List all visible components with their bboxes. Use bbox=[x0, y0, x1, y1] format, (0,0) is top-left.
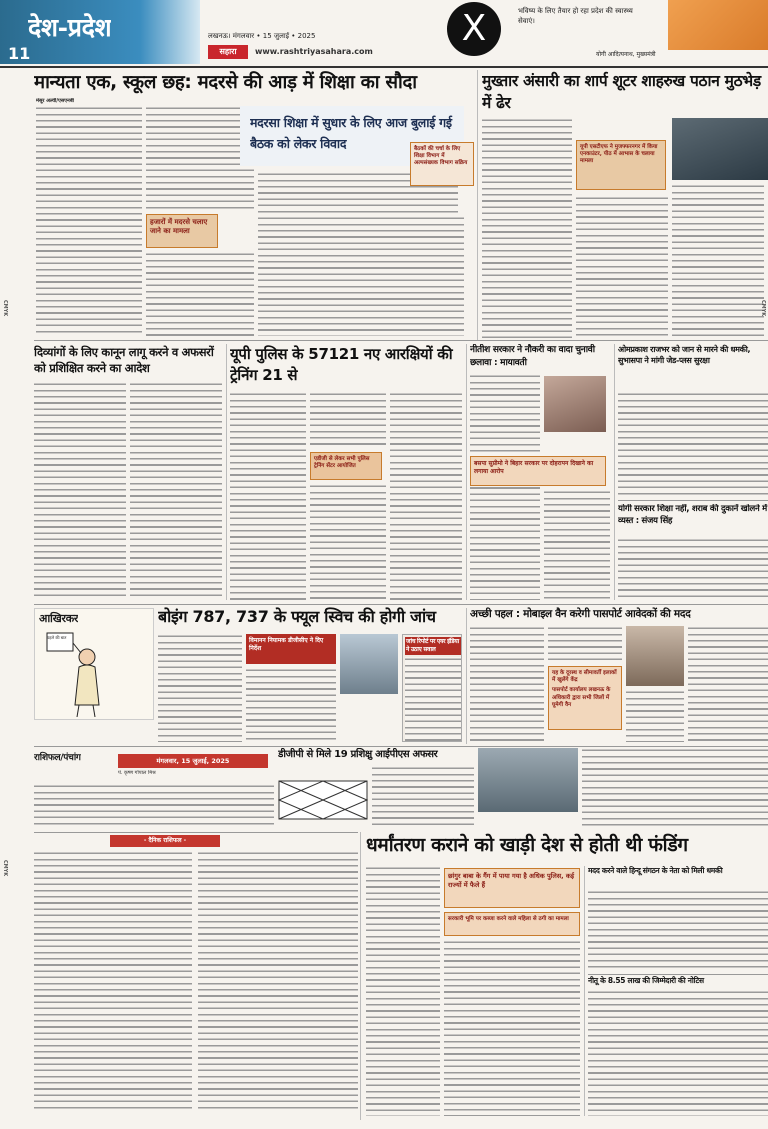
conversion-side-col bbox=[588, 890, 768, 972]
mukhtar-col-1 bbox=[482, 118, 572, 338]
page-number: 11 bbox=[8, 44, 31, 63]
passport-col-4 bbox=[626, 690, 684, 742]
boeing-photo bbox=[340, 634, 398, 694]
panchang-text bbox=[34, 784, 274, 828]
conversion-headline: धर्मांतरण कराने को खाड़ी देश से होती थी फंडिंग bbox=[366, 834, 688, 856]
lead-headline: मान्यता एक, स्कूल छह: मदरसे की आड़ में शिक्षा का सौदा bbox=[34, 72, 417, 93]
passport-photo bbox=[626, 626, 684, 686]
om-col bbox=[618, 392, 768, 498]
horoscope-box-title: - दैनिक राशिफल - bbox=[110, 835, 220, 847]
police-col-3 bbox=[390, 392, 462, 600]
mayawati-callout-box bbox=[470, 456, 606, 486]
police-col-1 bbox=[230, 392, 306, 600]
ips-photo bbox=[478, 748, 578, 812]
passport-callout: यह के दूरस्थ व सीमावर्ती इलाकों में खुलेंगे केंद्र bbox=[552, 670, 617, 684]
lead-callout: हजारों में मदरसे चलाए जाने का मामला bbox=[150, 218, 208, 235]
conversion-callout-2: सरकारी भूमि पर कब्जा करने वाले महिला से ठगी का मामला bbox=[448, 916, 569, 922]
lead-col-1 bbox=[36, 106, 142, 336]
conversion-col-2 bbox=[444, 940, 580, 1116]
date-line: लखनऊ। मंगलवार • 15 जुलाई • 2025 bbox=[208, 32, 316, 40]
passport-headline: अच्छी पहल : मोबाइल वैन करेगी पासपोर्ट आवेदकों की मदद bbox=[470, 608, 691, 620]
rule bbox=[618, 500, 768, 501]
rule-2 bbox=[34, 604, 768, 605]
passport-col-1 bbox=[470, 626, 544, 742]
lead-pullquote-box bbox=[410, 142, 474, 186]
mukhtar-col-3 bbox=[672, 184, 764, 338]
masthead bbox=[0, 0, 768, 66]
ips-headline: डीजीपी से मिले 19 प्रशिक्षु आईपीएस अफसर bbox=[278, 749, 438, 760]
training-headline: दिव्यांगों के लिए कानून लागू करने व अफसरों को प्रशिक्षित करने का आदेश bbox=[34, 345, 214, 375]
horoscope-date: मंगलवार, 15 जुलाई, 2025 bbox=[118, 754, 268, 768]
boeing-inset-headline: जांच रिपोर्ट पर एयर इंडिया ने उठाए सवाल bbox=[405, 637, 461, 655]
mayawati-col bbox=[470, 374, 540, 600]
divider bbox=[584, 866, 585, 1116]
website-url[interactable]: www.rashtriyasahara.com bbox=[255, 47, 373, 56]
divider bbox=[477, 70, 478, 340]
lead-sub-headline: मदरसा शिक्षा में सुधार के लिए आज बुलाई गई बैठक को लेकर विवाद bbox=[250, 115, 452, 151]
zodiac-wheel bbox=[278, 780, 368, 820]
divider bbox=[614, 344, 615, 600]
divider bbox=[226, 344, 227, 600]
boeing-inset bbox=[402, 634, 462, 742]
print-mark-left-2: CMYK bbox=[2, 860, 8, 877]
section-title: देश-प्रदेश bbox=[28, 13, 112, 42]
ips-col-2 bbox=[582, 748, 768, 828]
horoscope-author: पं. कृष्ण गोपाल मिश्र bbox=[118, 770, 156, 776]
mayawati-photo bbox=[544, 376, 606, 432]
lead-pull-quote: बैठकों की चर्चा के लिए शिक्षा विभाग में अल्पसंख्यक विभाग सक्रिय bbox=[414, 146, 468, 166]
lead-byline: मंसूर अल्वी/एसएनबी bbox=[36, 98, 74, 104]
horoscope-col-2 bbox=[198, 851, 358, 1113]
mayawati-callout: बसपा सुप्रीमो ने बिहार सरकार पर दोहरापन दिखाने का लगाया आरोप bbox=[474, 460, 594, 475]
training-col-2 bbox=[130, 382, 222, 600]
boeing-col-1 bbox=[158, 634, 242, 742]
conversion-callout: छांगुर बाबा के गैंग में पाया गया है अधिक पुलिस, कई राज्यों में फैले हैं bbox=[448, 872, 575, 889]
lead-col-2 bbox=[146, 106, 254, 210]
lead-col-2b bbox=[146, 252, 254, 336]
conversion-col-1 bbox=[366, 866, 440, 1116]
cartoon-drawing bbox=[43, 631, 113, 717]
passport-callout-box bbox=[548, 666, 622, 730]
lead-callout-box bbox=[146, 214, 218, 248]
cartoon-panel bbox=[34, 608, 154, 720]
yogi-col bbox=[618, 538, 768, 600]
rule-3 bbox=[34, 746, 768, 747]
police-col-2 bbox=[310, 392, 386, 448]
divider bbox=[360, 832, 361, 1120]
horoscope-col-1 bbox=[34, 851, 192, 1113]
mukhtar-headline: मुख्तार अंसारी का शार्प शूटर शाहरुख पठान मुठभेड़ में ढेर bbox=[482, 72, 761, 112]
boeing-headline: बोइंग 787, 737 के फ्यूल स्विच की होगी जांच bbox=[158, 607, 436, 626]
ips-col-1 bbox=[372, 766, 474, 828]
boeing-callout: विमानन नियामक डीजीसीए ने दिए निर्देश bbox=[249, 637, 324, 652]
divider bbox=[466, 608, 467, 744]
mukhtar-callout-box bbox=[576, 140, 666, 190]
mukhtar-col-2 bbox=[576, 196, 668, 338]
boeing-col-2 bbox=[246, 668, 336, 742]
cm-quote: भविष्य के लिए तैयार हो रहा प्रदेश की स्वास्थ्य सेवाएं। bbox=[518, 7, 633, 25]
cartoon-note: पहले की बात bbox=[47, 635, 67, 640]
conversion-side-col-2 bbox=[588, 990, 768, 1116]
conversion-callout-box bbox=[444, 868, 580, 908]
passport-col-3 bbox=[688, 626, 768, 742]
horoscope-daily-box bbox=[34, 832, 358, 1114]
conversion-callout-2-box bbox=[444, 912, 580, 936]
conversion-side-headline: मदद करने वाले हिन्दू संगठन के नेता को मिली धमकी bbox=[588, 866, 723, 875]
zodiac-grid-icon bbox=[278, 780, 368, 820]
police-callout: एडीजी से लेकर सभी पुलिस ट्रेनिंग सेंटर आयोजित bbox=[314, 456, 370, 470]
cm-photo bbox=[668, 0, 768, 50]
police-col-2b bbox=[310, 484, 386, 600]
cartoon-figure-icon bbox=[43, 631, 113, 717]
x-logo-icon: X bbox=[447, 2, 501, 56]
cartoon-title: आखिरकर bbox=[39, 612, 79, 625]
lead-col-4 bbox=[258, 216, 464, 336]
rule-1 bbox=[34, 340, 768, 341]
divider bbox=[466, 344, 467, 600]
conversion-side-sub: नीतू के 8.55 लाख की जिम्मेदारी की नोटिस bbox=[588, 976, 704, 985]
sahara-logo: सहारा bbox=[208, 45, 248, 59]
passport-callout-2: पासपोर्ट कार्यालय लखनऊ के अधिकारी द्वारा सभी जिलों में घूमेगी वैन bbox=[552, 687, 611, 708]
passport-col-2 bbox=[548, 626, 622, 664]
horoscope-title: राशिफल/पंचांग bbox=[34, 753, 81, 763]
yogi-headline: योगी सरकार शिक्षा नहीं, शराब की दुकानें खोलने में व्यस्त : संजय सिंह bbox=[618, 504, 767, 526]
training-col bbox=[34, 382, 126, 600]
cm-name: योगी आदित्यनाथ, मुख्यमंत्री bbox=[596, 51, 656, 58]
rule bbox=[588, 974, 768, 975]
print-mark-right: CMYK bbox=[760, 300, 766, 317]
mayawati-headline: नीतीश सरकार ने नौकरी का वादा चुनावी छलावा : मायावती bbox=[470, 345, 595, 368]
boeing-callout-box bbox=[246, 634, 336, 664]
mayawati-col-2 bbox=[544, 490, 610, 600]
section-tab bbox=[0, 0, 200, 64]
police-headline: यूपी पुलिस के 57121 नए आरक्षियों की ट्रेनिंग 21 से bbox=[230, 345, 453, 384]
police-callout-box bbox=[310, 452, 382, 480]
mukhtar-photo bbox=[672, 118, 768, 180]
mukhtar-callout: यूपी एसटीएफ ने मुजफ्फरनगर में किया एनकाउंटर, पीठ में आभास के चलाया मामला bbox=[580, 144, 658, 165]
boeing-inset-text bbox=[405, 657, 461, 741]
print-mark-left: CMYK bbox=[2, 300, 8, 317]
horoscope-header bbox=[34, 750, 274, 780]
om-headline: ओमप्रकाश राजभर को जान से मारने की धमकी, सुभासपा ने मांगी जेड-प्लस सुरक्षा bbox=[618, 345, 751, 365]
masthead-rule bbox=[0, 66, 768, 68]
